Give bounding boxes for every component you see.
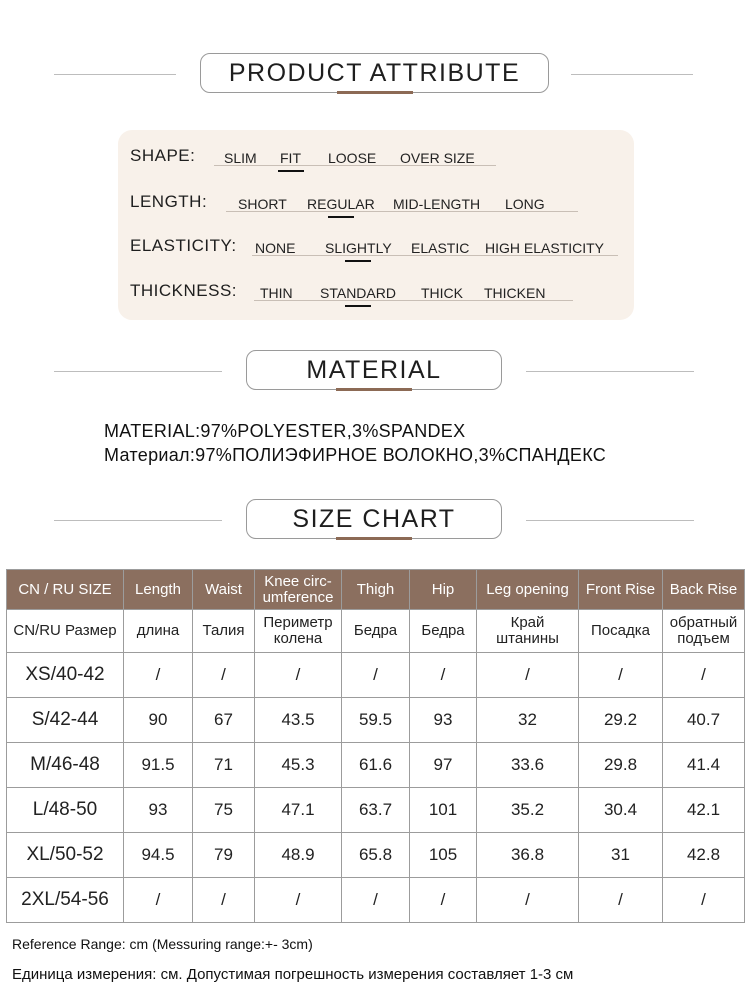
attribute-option: SLIGHTLY [325, 240, 392, 256]
column-header-russian: Край штанины [477, 610, 579, 653]
attribute-option: THICKEN [484, 285, 546, 301]
table-cell: 29.2 [579, 698, 663, 743]
table-cell: 41.4 [663, 743, 745, 788]
attribute-row [130, 275, 630, 305]
column-header-russian: Бедра [410, 610, 477, 653]
attribute-label: THICKNESS: [130, 281, 238, 300]
table-cell: 94.5 [124, 833, 193, 878]
divider-right [526, 371, 694, 372]
table-cell: 2XL/54-56 [7, 878, 124, 923]
attribute-option: THIN [260, 285, 293, 301]
table-cell: 42.8 [663, 833, 745, 878]
table-cell: 29.8 [579, 743, 663, 788]
attribute-label: ELASTICITY: [130, 236, 237, 255]
section-title: SIZE CHART [292, 504, 456, 533]
table-cell: 33.6 [477, 743, 579, 788]
table-cell: / [342, 653, 410, 698]
table-cell: 75 [193, 788, 255, 833]
column-header: CN / RU SIZE [7, 570, 124, 610]
table-row [7, 653, 745, 698]
table-cell: / [410, 653, 477, 698]
table-cell: 30.4 [579, 788, 663, 833]
table-cell: 45.3 [255, 743, 342, 788]
table-cell: / [193, 878, 255, 923]
table-row [7, 878, 745, 923]
table-cell: / [663, 653, 745, 698]
attribute-row [130, 186, 630, 216]
section-title: PRODUCT ATTRIBUTE [228, 58, 521, 87]
table-cell: XS/40-42 [7, 653, 124, 698]
table-cell: 35.2 [477, 788, 579, 833]
attribute-option: OVER SIZE [400, 150, 475, 166]
divider-right [571, 74, 693, 75]
attribute-panel [118, 130, 634, 320]
section-title: MATERIAL [306, 355, 442, 384]
table-cell: 59.5 [342, 698, 410, 743]
column-header: Thigh [342, 570, 410, 610]
table-cell: / [663, 878, 745, 923]
column-header: Hip [410, 570, 477, 610]
selected-indicator [345, 305, 371, 307]
attribute-option: NONE [255, 240, 296, 256]
table-cell: 97 [410, 743, 477, 788]
size-chart-header [0, 499, 750, 543]
attribute-option: FIT [280, 150, 301, 166]
measurement-tolerance-note: Единица измерения: см. Допустимая погрешность измерения составляет 1-3 см [12, 966, 574, 983]
table-row [7, 698, 745, 743]
divider-right [526, 520, 694, 521]
russian-header-row [7, 610, 745, 653]
table-cell: / [579, 653, 663, 698]
table-cell: 101 [410, 788, 477, 833]
column-header: Waist [193, 570, 255, 610]
section-title-pill [246, 499, 502, 539]
table-row [7, 788, 745, 833]
column-header: Knee circ- umference [255, 570, 342, 610]
table-cell: 47.1 [255, 788, 342, 833]
column-header-russian: Бедра [342, 610, 410, 653]
attribute-option: STANDARD [320, 285, 396, 301]
attribute-option: LOOSE [328, 150, 377, 166]
table-cell: 43.5 [255, 698, 342, 743]
table-cell: 42.1 [663, 788, 745, 833]
material-english: MATERIAL:97%POLYESTER,3%SPANDEX [104, 421, 466, 441]
column-header-russian: Посадка [579, 610, 663, 653]
table-cell: 65.8 [342, 833, 410, 878]
material-header [0, 350, 750, 394]
selected-indicator [328, 216, 354, 218]
attribute-option: LONG [505, 196, 545, 212]
size-chart-table [6, 569, 745, 923]
product-attribute-header [0, 53, 750, 97]
column-header: Length [124, 570, 193, 610]
attribute-option: REGULAR [307, 196, 375, 212]
column-header-russian: Талия [193, 610, 255, 653]
title-underbar [337, 91, 413, 94]
table-cell: / [124, 653, 193, 698]
selected-indicator [345, 260, 371, 262]
column-header: Back Rise [663, 570, 745, 610]
title-underbar [336, 388, 412, 391]
table-cell: M/46-48 [7, 743, 124, 788]
attribute-option: SLIM [224, 150, 257, 166]
table-cell: / [255, 653, 342, 698]
attribute-option: SHORT [238, 196, 287, 212]
divider-left [54, 520, 222, 521]
section-title-pill [200, 53, 549, 93]
attribute-label: LENGTH: [130, 192, 208, 211]
table-cell: 91.5 [124, 743, 193, 788]
table-cell: 79 [193, 833, 255, 878]
divider-left [54, 74, 176, 75]
table-cell: 48.9 [255, 833, 342, 878]
column-header-russian: длина [124, 610, 193, 653]
table-cell: XL/50-52 [7, 833, 124, 878]
table-cell: 32 [477, 698, 579, 743]
attribute-option: THICK [421, 285, 463, 301]
attribute-option: HIGH ELASTICITY [485, 240, 605, 256]
table-cell: / [193, 653, 255, 698]
table-cell: L/48-50 [7, 788, 124, 833]
table-cell: 63.7 [342, 788, 410, 833]
table-cell: / [255, 878, 342, 923]
column-header-russian: CN/RU Размер [7, 610, 124, 653]
section-title-pill [246, 350, 502, 390]
column-header: Leg opening [477, 570, 579, 610]
title-underbar [336, 537, 412, 540]
column-header-russian: Периметр колена [255, 610, 342, 653]
table-cell: / [477, 878, 579, 923]
attribute-option: ELASTIC [411, 240, 470, 256]
material-russian: Материал:97%ПОЛИЭФИРНОЕ ВОЛОКНО,3%СПАНДЕКС [104, 445, 607, 465]
table-cell: 40.7 [663, 698, 745, 743]
attribute-label: SHAPE: [130, 146, 196, 165]
table-cell: 67 [193, 698, 255, 743]
column-header-russian: обратный подъем [663, 610, 745, 653]
table-cell: / [477, 653, 579, 698]
table-cell: / [579, 878, 663, 923]
column-header: Front Rise [579, 570, 663, 610]
table-cell: 71 [193, 743, 255, 788]
table-cell: 93 [410, 698, 477, 743]
selected-indicator [278, 170, 304, 172]
table-cell: 61.6 [342, 743, 410, 788]
header-row [7, 570, 745, 610]
table-row [7, 743, 745, 788]
table-cell: / [342, 878, 410, 923]
table-cell: / [410, 878, 477, 923]
table-cell: / [124, 878, 193, 923]
table-row [7, 833, 745, 878]
divider-left [54, 371, 222, 372]
attribute-row [130, 230, 630, 260]
table-cell: 93 [124, 788, 193, 833]
attribute-option: MID-LENGTH [393, 196, 481, 212]
table-cell: 31 [579, 833, 663, 878]
table-cell: 36.8 [477, 833, 579, 878]
table-cell: 90 [124, 698, 193, 743]
attribute-row [130, 140, 630, 170]
reference-range-note: Reference Range: cm (Messuring range:+- 3cm) [12, 936, 313, 952]
table-cell: S/42-44 [7, 698, 124, 743]
table-cell: 105 [410, 833, 477, 878]
